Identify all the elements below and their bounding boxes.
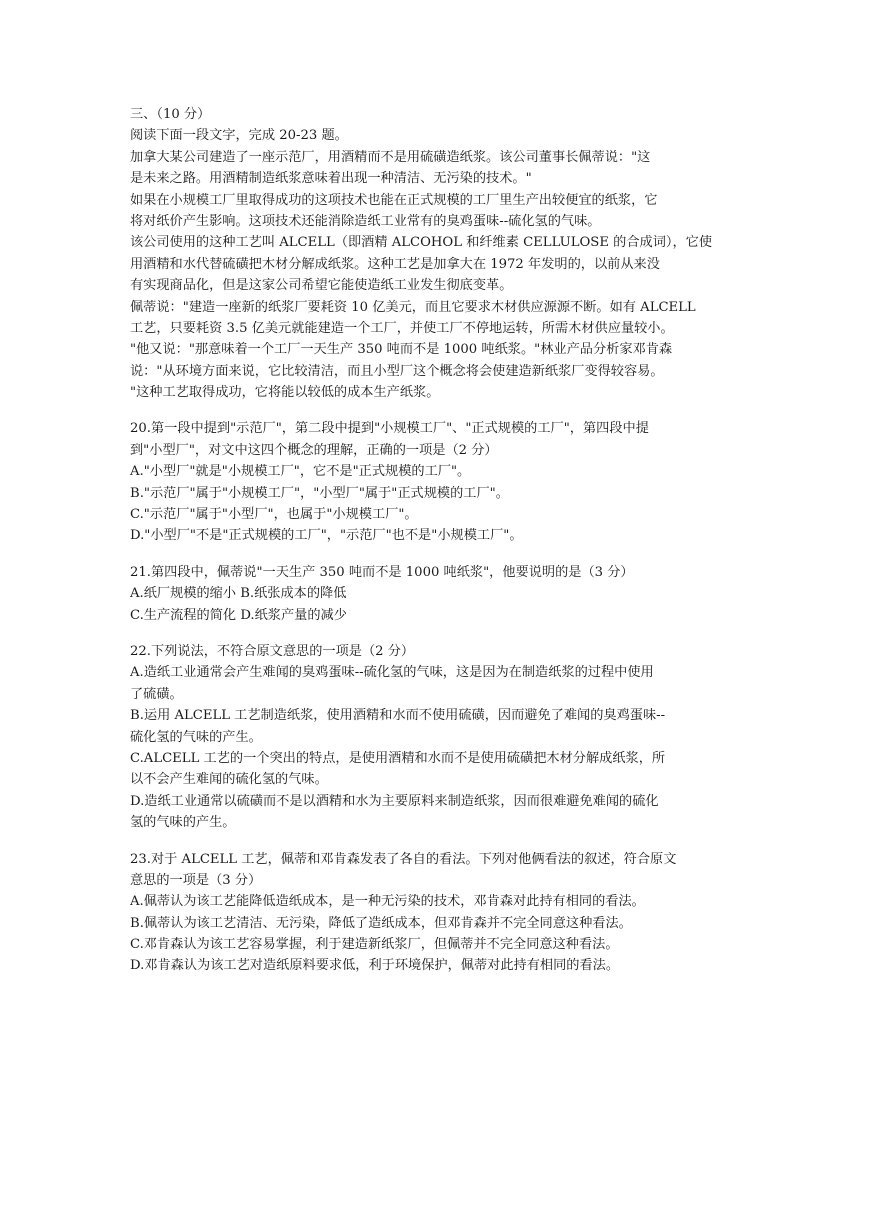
option-b: B.佩蒂认为该工艺清洁、无污染，降低了造纸成本，但邓肯森并不完全同意这种看法。 bbox=[130, 915, 632, 931]
passage-line: 将对纸价产生影响。这项技术还能消除造纸工业常有的臭鸡蛋味--硫化氢的气味。 bbox=[130, 213, 601, 229]
passage-line: 用酒精和水代替硫磺把木材分解成纸浆。这种工艺是加拿大在 1972 年发明的，以前从来没 bbox=[130, 256, 660, 272]
passage-line: "这种工艺取得成功，它将能以较低的成本生产纸浆。 bbox=[130, 385, 440, 401]
option-c-continued: 以不会产生难闻的硫化氢的气味。 bbox=[130, 772, 328, 788]
passage-line: 说："从环境方面来说，它比较清洁，而且小型厂这个概念将会使建造新纸浆厂变得较容易。 bbox=[130, 363, 664, 379]
question-21 bbox=[130, 562, 742, 626]
option-c-d: C.生产流程的简化 D.纸浆产量的减少 bbox=[130, 607, 347, 623]
option-d: D."小型厂"不是"正式规模的工厂"，"示范厂"也不是"小规模工厂"。 bbox=[130, 528, 523, 544]
option-c: C.邓肯森认为该工艺容易掌握，利于建造新纸浆厂，但佩蒂并不完全同意这种看法。 bbox=[130, 937, 619, 953]
option-a: A.造纸工业通常会产生难闻的臭鸡蛋味--硫化氢的气味，这是因为在制造纸浆的过程中使用 bbox=[130, 665, 654, 681]
question-stem: 意思的一项是（3 分） bbox=[130, 872, 262, 888]
option-a: A."小型厂"就是"小规模工厂"，它不是"正式规模的工厂"。 bbox=[130, 464, 471, 480]
passage-line: 工艺，只要耗资 3.5 亿美元就能建造一个工厂，并使工厂不停地运转，所需木材供应量较小。 bbox=[130, 320, 674, 336]
passage-line: "他又说："那意味着一个工厂一天生产 350 吨而不是 1000 吨纸浆。"林业产品分析家邓肯森 bbox=[130, 342, 673, 358]
passage-line: 佩蒂说："建造一座新的纸浆厂要耗资 10 亿美元，而且它要求木材供应源源不断。如有 ALCELL bbox=[130, 299, 696, 315]
option-c: C."示范厂"属于"小型厂"，也属于"小规模工厂"。 bbox=[130, 507, 418, 523]
question-22 bbox=[130, 641, 742, 834]
option-c: C.ALCELL 工艺的一个突出的特点，是使用酒精和水而不是使用硫磺把木材分解成纸浆，所 bbox=[130, 750, 666, 766]
passage bbox=[130, 147, 742, 404]
question-stem: 21.第四段中，佩蒂说"一天生产 350 吨而不是 1000 吨纸浆"，他要说明的是（3 分） bbox=[130, 564, 634, 580]
question-stem: 20.第一段中提到"示范厂"，第二段中提到"小规模工厂"、"正式规模的工厂"，第四段中提 bbox=[130, 421, 649, 437]
option-b-continued: 硫化氢的气味的产生。 bbox=[130, 729, 262, 745]
section-header: 三、（10 分） bbox=[130, 107, 211, 122]
reading-instruction: 阅读下面一段文字，完成 20-23 题。 bbox=[130, 128, 348, 144]
exam-page bbox=[130, 104, 742, 977]
question-stem: 23.对于 ALCELL 工艺，佩蒂和邓肯森发表了各自的看法。下列对他俩看法的叙述，符合原文 bbox=[130, 851, 677, 867]
passage-line: 加拿大某公司建造了一座示范厂，用酒精而不是用硫磺造纸浆。该公司董事长佩蒂说："这 bbox=[130, 149, 651, 165]
question-23 bbox=[130, 849, 742, 977]
option-b: B."示范厂"属于"小规模工厂"，"小型厂"属于"正式规模的工厂"。 bbox=[130, 485, 509, 501]
question-20 bbox=[130, 418, 742, 546]
option-d: D.造纸工业通常以硫磺而不是以酒精和水为主要原料来制造纸浆，因而很难避免难闻的硫化 bbox=[130, 793, 659, 809]
option-b: B.运用 ALCELL 工艺制造纸浆，使用酒精和水而不使用硫磺，因而避免了难闻的臭鸡蛋味-- bbox=[130, 708, 666, 724]
question-stem: 22.下列说法，不符合原文意思的一项是（2 分） bbox=[130, 643, 415, 659]
option-a: A.佩蒂认为该工艺能降低造纸成本，是一种无污染的技术，邓肯森对此持有相同的看法。 bbox=[130, 894, 645, 910]
option-a-continued: 了硫磺。 bbox=[130, 686, 183, 702]
option-a-b: A.纸厂规模的缩小 B.纸张成本的降低 bbox=[130, 586, 347, 602]
option-d-continued: 氢的气味的产生。 bbox=[130, 815, 236, 831]
option-d: D.邓肯森认为该工艺对造纸原料要求低，利于环境保护，佩蒂对此持有相同的看法。 bbox=[130, 958, 620, 974]
passage-line: 有实现商品化，但是这家公司希望它能使造纸工业发生彻底变革。 bbox=[130, 278, 513, 294]
passage-line: 是未来之路。用酒精制造纸浆意味着出现一种清洁、无污染的技术。" bbox=[130, 171, 532, 187]
passage-line: 该公司使用的这种工艺叫 ALCELL（即酒精 ALCOHOL 和纤维素 CELLULOSE 的合成词），它使 bbox=[130, 235, 713, 251]
passage-line: 如果在小规模工厂里取得成功的这项技术也能在正式规模的工厂里生产出较便宜的纸浆，它 bbox=[130, 192, 658, 208]
question-stem: 到"小型厂"，对文中这四个概念的理解，正确的一项是（2 分） bbox=[130, 442, 498, 458]
